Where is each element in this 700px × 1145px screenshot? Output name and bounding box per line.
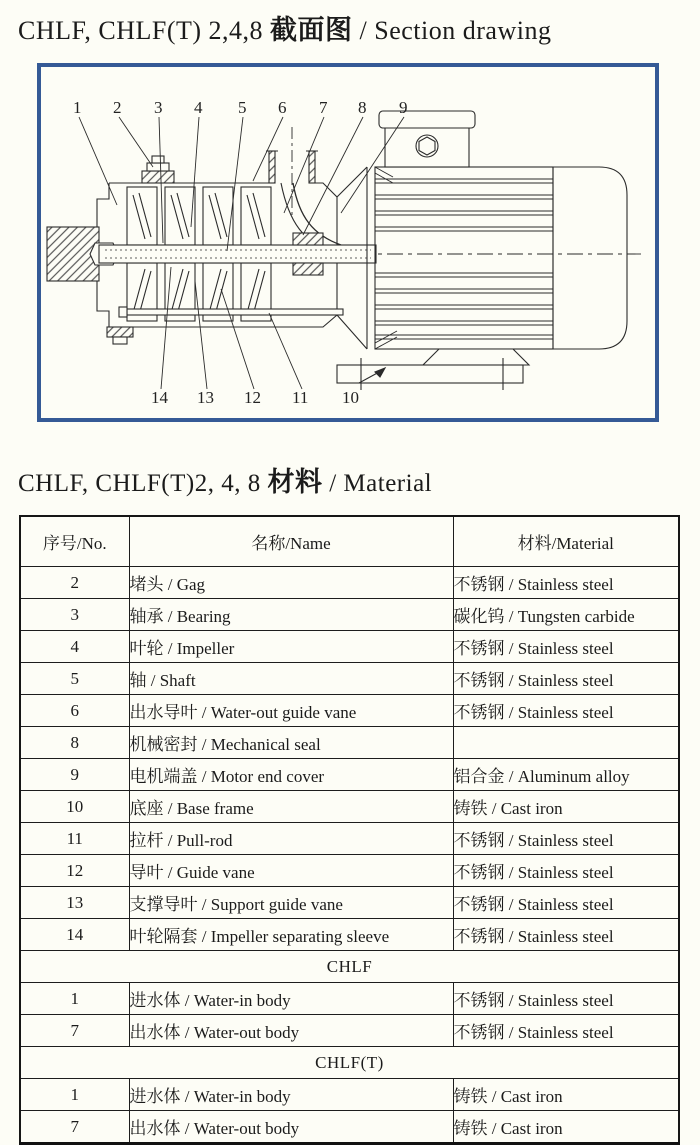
cell-no: 3 bbox=[20, 599, 129, 631]
cell-name: 出水体 / Water-out body bbox=[129, 1015, 453, 1047]
callout-3: 3 bbox=[154, 98, 163, 117]
cell-no: 7 bbox=[20, 1015, 129, 1047]
cell-no: 6 bbox=[20, 695, 129, 727]
cell-no: 10 bbox=[20, 791, 129, 823]
cell-name: 堵头 / Gag bbox=[129, 567, 453, 599]
callout-11: 11 bbox=[292, 388, 309, 407]
material-title-cjk: 材料 bbox=[267, 467, 323, 497]
section-title-latin-suffix: / Section drawing bbox=[352, 16, 552, 45]
callout-12: 12 bbox=[244, 388, 261, 407]
cell-material: 不锈钢 / Stainless steel bbox=[453, 663, 679, 695]
cell-no: 7 bbox=[20, 1111, 129, 1144]
callout-7: 7 bbox=[319, 98, 328, 117]
table-section-row bbox=[20, 951, 679, 983]
header-name: 名称/Name bbox=[129, 516, 453, 567]
cell-name: 电机端盖 / Motor end cover bbox=[129, 759, 453, 791]
pump-shaft bbox=[99, 245, 376, 263]
cell-no: 11 bbox=[20, 823, 129, 855]
table-row bbox=[20, 855, 679, 887]
material-table bbox=[19, 515, 680, 1145]
section-title-cjk: 截面图 bbox=[270, 15, 353, 45]
cell-material: 不锈钢 / Stainless steel bbox=[453, 855, 679, 887]
table-row bbox=[20, 1079, 679, 1111]
cell-material: 不锈钢 / Stainless steel bbox=[453, 1015, 679, 1047]
callout-2: 2 bbox=[113, 98, 122, 117]
callout-9: 9 bbox=[399, 98, 408, 117]
table-row bbox=[20, 887, 679, 919]
cell-name: 出水导叶 / Water-out guide vane bbox=[129, 695, 453, 727]
material-title-latin-prefix: CHLF, CHLF(T)2, 4, 8 bbox=[18, 470, 268, 497]
cell-name: 叶轮隔套 / Impeller separating sleeve bbox=[129, 919, 453, 951]
table-header-row bbox=[20, 516, 679, 567]
cell-name: 出水体 / Water-out body bbox=[129, 1111, 453, 1144]
table-row bbox=[20, 567, 679, 599]
cell-material: 不锈钢 / Stainless steel bbox=[453, 631, 679, 663]
cell-name: 导叶 / Guide vane bbox=[129, 855, 453, 887]
callout-1: 1 bbox=[73, 98, 82, 117]
cell-name: 进水体 / Water-in body bbox=[129, 983, 453, 1015]
cell-name: 轴 / Shaft bbox=[129, 663, 453, 695]
material-title-latin-suffix: / Material bbox=[322, 470, 433, 497]
callout-13: 13 bbox=[197, 388, 214, 407]
cell-material: 铝合金 / Aluminum alloy bbox=[453, 759, 679, 791]
motor-body bbox=[375, 167, 553, 349]
cell-material: 不锈钢 / Stainless steel bbox=[453, 887, 679, 919]
motor-end-cap bbox=[553, 167, 627, 349]
header-material: 材料/Material bbox=[453, 516, 679, 567]
table-row bbox=[20, 695, 679, 727]
callout-10: 10 bbox=[342, 388, 359, 407]
pump-linework bbox=[47, 111, 641, 390]
cell-material bbox=[453, 727, 679, 759]
table-row bbox=[20, 823, 679, 855]
callout-8: 8 bbox=[358, 98, 367, 117]
header-no: 序号/No. bbox=[20, 516, 129, 567]
section-drawing-frame bbox=[37, 63, 659, 422]
cell-name: 轴承 / Bearing bbox=[129, 599, 453, 631]
pump-section-drawing bbox=[41, 67, 655, 418]
cell-material: 不锈钢 / Stainless steel bbox=[453, 567, 679, 599]
terminal-box bbox=[379, 111, 475, 167]
table-row bbox=[20, 791, 679, 823]
callout-6: 6 bbox=[278, 98, 287, 117]
table-row bbox=[20, 1015, 679, 1047]
table-row bbox=[20, 919, 679, 951]
cell-name: 进水体 / Water-in body bbox=[129, 1079, 453, 1111]
section-title-latin-prefix: CHLF, CHLF(T) 2,4,8 bbox=[18, 16, 271, 45]
cell-no: 14 bbox=[20, 919, 129, 951]
table-row bbox=[20, 663, 679, 695]
cell-no: 9 bbox=[20, 759, 129, 791]
pull-rod bbox=[127, 309, 343, 315]
cell-name: 拉杆 / Pull-rod bbox=[129, 823, 453, 855]
cell-material: 碳化钨 / Tungsten carbide bbox=[453, 599, 679, 631]
table-row bbox=[20, 759, 679, 791]
motor-foot bbox=[423, 349, 529, 365]
material-title bbox=[18, 460, 432, 499]
section-drawing-title bbox=[18, 8, 551, 47]
table-row bbox=[20, 631, 679, 663]
table-row bbox=[20, 1111, 679, 1144]
table-row bbox=[20, 599, 679, 631]
cell-material: 不锈钢 / Stainless steel bbox=[453, 983, 679, 1015]
cell-no: 2 bbox=[20, 567, 129, 599]
cell-material: 不锈钢 / Stainless steel bbox=[453, 823, 679, 855]
cell-no: 12 bbox=[20, 855, 129, 887]
cell-no: 8 bbox=[20, 727, 129, 759]
cell-name: 叶轮 / Impeller bbox=[129, 631, 453, 663]
section-label-chlft: CHLF(T) bbox=[20, 1047, 679, 1079]
table-row bbox=[20, 727, 679, 759]
cell-name: 支撑导叶 / Support guide vane bbox=[129, 887, 453, 919]
cell-no: 4 bbox=[20, 631, 129, 663]
cell-no: 5 bbox=[20, 663, 129, 695]
table-section-row bbox=[20, 1047, 679, 1079]
cell-material: 不锈钢 / Stainless steel bbox=[453, 695, 679, 727]
callout-5: 5 bbox=[238, 98, 247, 117]
motor-fins bbox=[375, 179, 553, 339]
mechanical-seal bbox=[293, 233, 323, 245]
cell-material: 铸铁 / Cast iron bbox=[453, 791, 679, 823]
cell-no: 1 bbox=[20, 1079, 129, 1111]
table-row bbox=[20, 983, 679, 1015]
callout-14: 14 bbox=[151, 388, 168, 407]
section-label-chlf: CHLF bbox=[20, 951, 679, 983]
cell-material: 铸铁 / Cast iron bbox=[453, 1111, 679, 1144]
cell-no: 1 bbox=[20, 983, 129, 1015]
callout-4: 4 bbox=[194, 98, 203, 117]
cell-material: 不锈钢 / Stainless steel bbox=[453, 919, 679, 951]
cell-no: 13 bbox=[20, 887, 129, 919]
cell-name: 机械密封 / Mechanical seal bbox=[129, 727, 453, 759]
cell-name: 底座 / Base frame bbox=[129, 791, 453, 823]
cell-material: 铸铁 / Cast iron bbox=[453, 1079, 679, 1111]
